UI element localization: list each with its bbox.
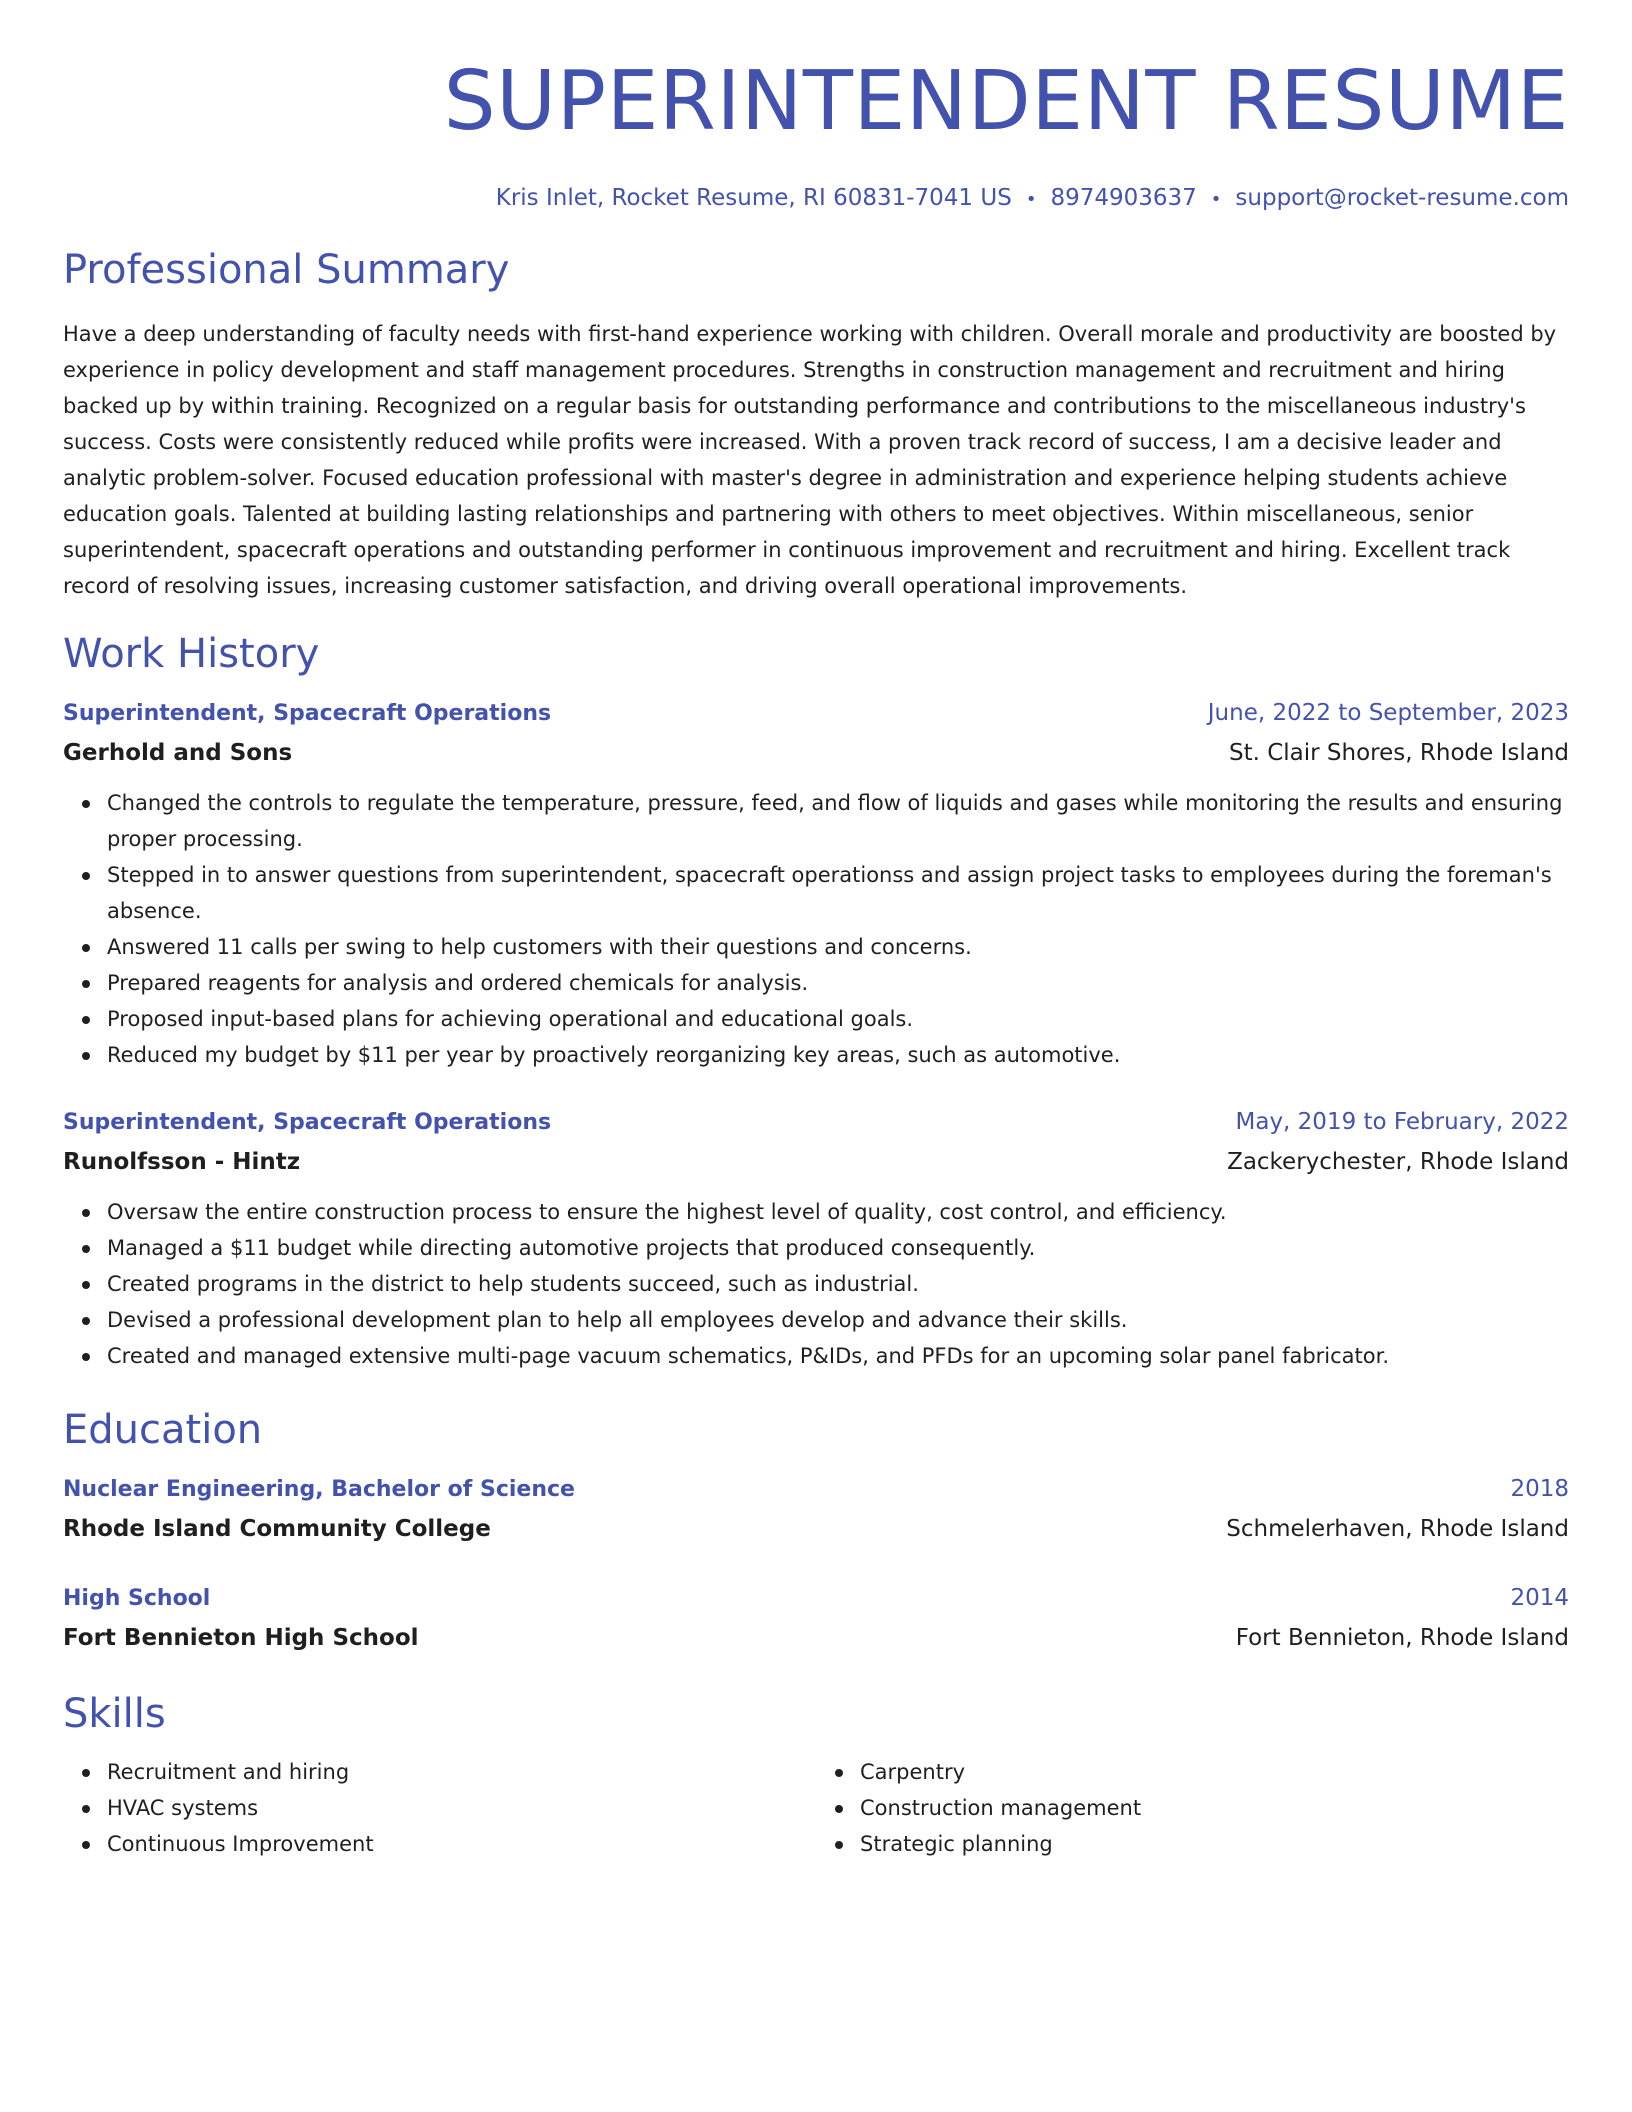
education-degree: High School (63, 1586, 211, 1611)
job-bullet: Stepped in to answer questions from superintendent, spacecraft operationss and assign project tasks to employees during the foreman's absence. (107, 857, 1569, 929)
job-bullet: Changed the controls to regulate the temperature, pressure, feed, and flow of liquids and gases while monitoring the results and ensuring proper processing. (107, 785, 1569, 857)
resume-title: SUPERINTENDENT RESUME (443, 54, 1569, 149)
education-year: 2018 (1510, 1476, 1569, 1502)
contact-address: Kris Inlet, Rocket Resume, RI 60831-7041 US (495, 185, 1012, 211)
job-location: St. Clair Shores, Rhode Island (1228, 740, 1569, 766)
education-entry (63, 1470, 1569, 1549)
job-title-row (63, 1103, 1569, 1142)
work-history-heading: Work History (63, 631, 320, 677)
education-heading: Education (63, 1407, 263, 1453)
job-bullets (63, 1194, 1569, 1374)
job-bullet: Prepared reagents for analysis and ordered chemicals for analysis. (107, 965, 1569, 1001)
job-entry (63, 1103, 1569, 1374)
education-section (63, 1402, 1569, 1658)
job-bullet: Created programs in the district to help students succeed, such as industrial. (107, 1266, 1569, 1302)
work-history-section (63, 626, 1569, 1374)
job-company-row (63, 733, 1569, 773)
resume-header (63, 52, 1569, 218)
job-bullet: Proposed input-based plans for achieving operational and educational goals. (107, 1001, 1569, 1037)
job-bullet: Created and managed extensive multi-page vacuum schematics, P&IDs, and PFDs for an upcoming solar panel fabricator. (107, 1338, 1569, 1374)
contact-separator: • (1025, 189, 1037, 210)
job-dates: June, 2022 to September, 2023 (1207, 700, 1569, 726)
education-year: 2014 (1510, 1585, 1569, 1611)
education-location: Schmelerhaven, Rhode Island (1226, 1516, 1569, 1542)
education-degree-row (63, 1579, 1569, 1618)
education-school-row (63, 1618, 1569, 1658)
education-degree: Nuclear Engineering, Bachelor of Science (63, 1477, 575, 1502)
skills-list-right (816, 1754, 1569, 1862)
education-school: Fort Bennieton High School (63, 1625, 419, 1651)
summary-text: Have a deep understanding of faculty needs with first-hand experience working with children. Overall morale and productivity are boosted by experience in policy development and staff management procedures. Strengths in construction management and recruitment and hiring backed up by within training. Recognized on a regular basis for outstanding performance and contributions to the miscellaneous industry's success. Costs were consistently reduced while profits were increased. With a proven track record of success, I am a decisive leader and analytic problem-solver. Focused education professional with master's degree in administration and experience helping students achieve education goals. Talented at building lasting relationships and partnering with others to meet objectives. Within miscellaneous, senior superintendent, spacecraft operations and outstanding performer in continuous improvement and recruitment and hiring. Excellent track record of resolving issues, increasing customer satisfaction, and driving overall operational improvements. (63, 322, 1557, 598)
contact-line (63, 178, 1569, 218)
skills-heading: Skills (63, 1691, 166, 1737)
education-school-row (63, 1509, 1569, 1549)
job-company: Runolfsson - Hintz (63, 1149, 301, 1175)
job-bullet: Answered 11 calls per swing to help customers with their questions and concerns. (107, 929, 1569, 965)
skill-item: HVAC systems (107, 1790, 816, 1826)
job-bullet: Managed a $11 budget while directing automotive projects that produced consequently. (107, 1230, 1569, 1266)
job-location: Zackerychester, Rhode Island (1227, 1149, 1569, 1175)
job-bullets (63, 785, 1569, 1073)
skill-item: Continuous Improvement (107, 1826, 816, 1862)
summary-heading: Professional Summary (63, 247, 510, 293)
skill-item: Carpentry (860, 1754, 1569, 1790)
job-bullet: Devised a professional development plan to help all employees develop and advance their skills. (107, 1302, 1569, 1338)
education-location: Fort Bennieton, Rhode Island (1235, 1625, 1569, 1651)
skill-item: Recruitment and hiring (107, 1754, 816, 1790)
skills-section (63, 1686, 1569, 1862)
contact-phone: 8974903637 (1050, 185, 1197, 211)
job-company: Gerhold and Sons (63, 740, 293, 766)
education-degree-row (63, 1470, 1569, 1509)
job-company-row (63, 1142, 1569, 1182)
education-school: Rhode Island Community College (63, 1516, 491, 1542)
skills-list-left (63, 1754, 816, 1862)
skill-item: Strategic planning (860, 1826, 1569, 1862)
education-entry (63, 1579, 1569, 1658)
summary-section (63, 242, 1569, 604)
job-dates: May, 2019 to February, 2022 (1235, 1109, 1569, 1135)
skill-item: Construction management (860, 1790, 1569, 1826)
skills-columns (63, 1754, 1569, 1862)
job-role: Superintendent, Spacecraft Operations (63, 701, 552, 726)
job-bullet: Reduced my budget by $11 per year by proactively reorganizing key areas, such as automotive. (107, 1037, 1569, 1073)
job-title-row (63, 694, 1569, 733)
contact-email: support@rocket-resume.com (1235, 185, 1569, 211)
job-bullet: Oversaw the entire construction process to ensure the highest level of quality, cost control, and efficiency. (107, 1194, 1569, 1230)
job-role: Superintendent, Spacecraft Operations (63, 1110, 552, 1135)
job-entry (63, 694, 1569, 1073)
contact-separator: • (1210, 189, 1222, 210)
